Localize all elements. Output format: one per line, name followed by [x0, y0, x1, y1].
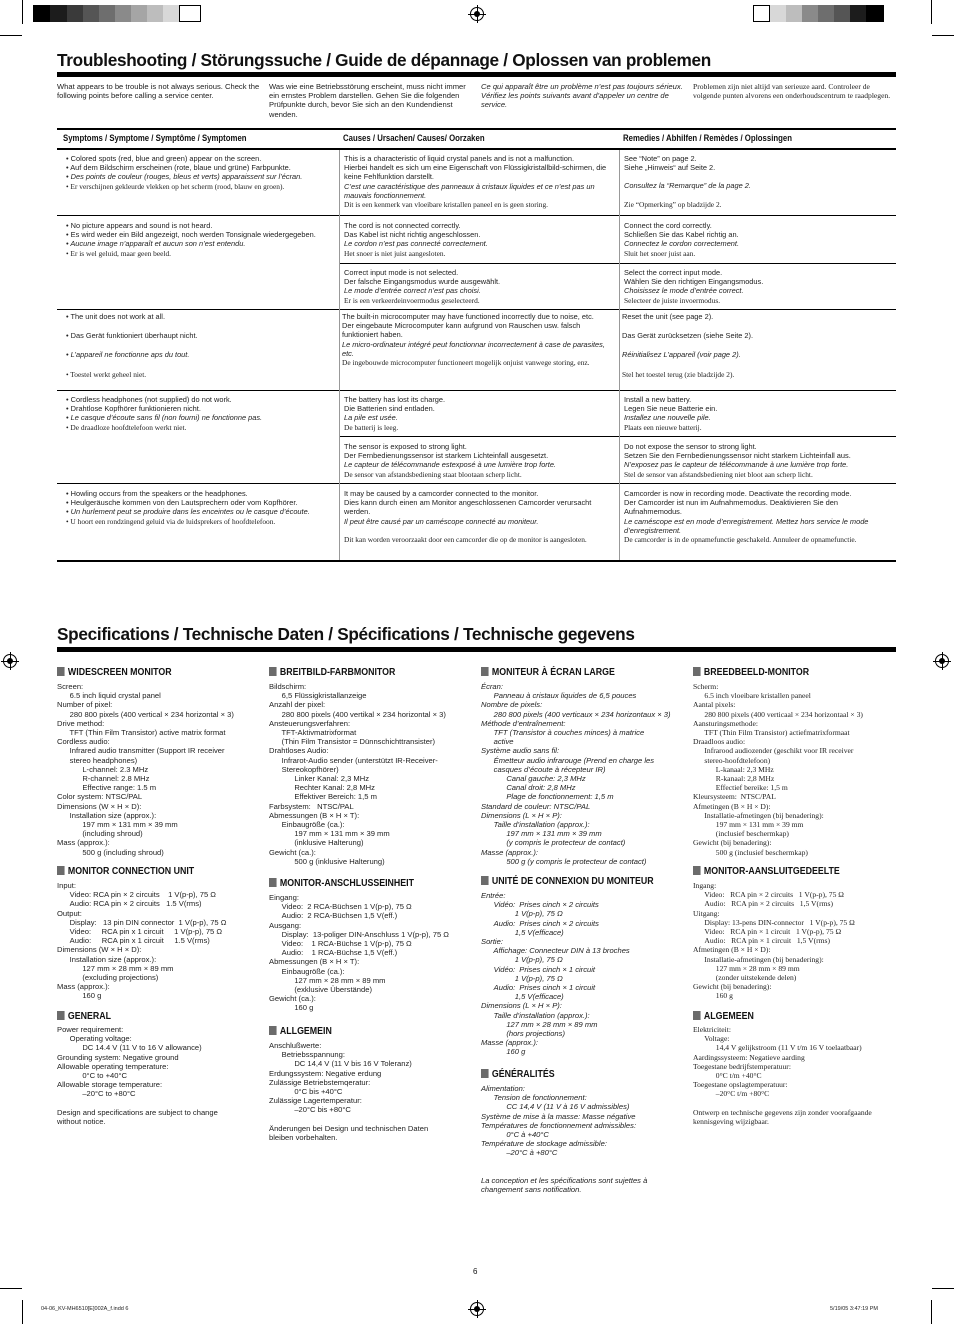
spec-nl-heading-monitor: BREEDBEELD-MONITOR [693, 667, 809, 677]
footer-file: 04-06_KV-MH6510[E]002A_f.indd 6 [41, 1306, 129, 1312]
footer-date: 5/19/05 3:47:19 PM [830, 1306, 879, 1312]
intro-fr: Ce qui apparaît être un problème n’est pas toujours sérieux. Vérifiez les points suivants avant d’appeler un centre de service. [481, 82, 683, 110]
spec-de-heading-monitor: BREITBILD-FARBMONITOR [269, 667, 395, 677]
spec-en-connection: Input: Video: RCA pin × 2 circuits 1 V(p-p), 75 Ω Audio: RCA pin × 2 circuits 1.5 V(rms) Output: Display: 13 pin DIN connector 1 V(p-p), 75 Ω Video: RCA pin x 1 circuit 1 V(p-p), 75 Ω Audio: RCA pin x 1 circuit 1.5 V(rms) Dimensions (W × H × D): Installation size (approx.): 127 mm × 28 mm × 89 mm (excluding projections) Mass (approx.): 160 g [57, 881, 227, 1001]
row4-symptom: • Cordless headphones (not supplied) do not work. • Drahtlose Kopfhörer funktionieren nicht. • Le casque d’écoute sans fil (non fourni) ne fonctionne pas. • De draadloze hoofdtelefoon werkt niet. [66, 395, 263, 432]
row1-symptom: • Colored spots (red, blue and green) appear on the screen. • Auf dem Bildschirm erscheinen (rote, blaue und grüne) Farbpunkte. • Des points de couleur (rouges, bleus et verts) apparaissent sur l’écran. • Er verschijnen gekleurde vlekken op het scherm (rood, blauw en groen). [66, 154, 303, 191]
row3-symptom: • The unit does not work at all. • Das Gerät funktioniert überhaupt nicht. • L’appareil ne fonctionne aps du tout. • Toestel werkt geheel niet. [66, 312, 198, 379]
registration-mark-icon [935, 654, 949, 668]
table-header-rule [57, 148, 896, 150]
intro-nl: Problemen zijn niet altijd van serieuze aard. Controleer de volgende punten alvorens een onderhoudscentrum te raadplegen. [693, 82, 891, 101]
row5-remedy: Camcorder is now in recording mode. Deactivate the recording mode. Der Camcorder ist nun im Aufnahmemodus. Deaktivieren Sie den Aufnahmemodus. Le caméscope est en mode d’enregistrement. Mettez hors service le mode d’enregistrement. De camcorder is in de opnamefunctie geschakeld. Annuleer de opnamefunctie. [624, 489, 869, 545]
spec-nl-heading-general: ALGEMEEN [693, 1011, 754, 1021]
spec-fr-general: Alimentation: Tension de fonctionnement: CC 14,4 V (11 V à 16 V admissibles) Système de mise à la masse: Masse négative Températures de fonctionnement admissibles: 0°C à +40°C Température de stockage admissible: –20°C à +80°C La conception et les spécifications sont sujettes à changement sans notification. [481, 1084, 648, 1195]
row4-cause: The battery has lost its charge. Die Batterien sind entladen. La pile est usée. De batterij is leeg. [344, 395, 446, 432]
specifications-title: Specifications / Technische Daten / Spécifications / Technische gegevens [57, 624, 635, 644]
spec-nl-monitor: Scherm: 6.5 inch vloeibare kristallen paneel Aantal pixels: 280 800 pixels (400 verticaal × 234 horizontaal × 3) Aansturingsmethode: TFT (Thin Film Transistor) actiefmatrixformaat Draadloos audio: Infrarood audiozender (geschikt voor IR receiver stereo-hoofdtelefoon) L-kanaal: 2,3 MHz R-kanaal: 2,8 MHz Effectief bereike: 1,5 m Kleursysteem: NTSC/PAL Afmetingen (B × H × D): Installatie-afmetingen (bij benadering): 197 mm × 131 mm × 39 mm (inclusief beschermkap) Gewicht (bij benadering): 500 g (inclusief beschermkap) [693, 682, 863, 857]
registration-mark-icon [470, 1302, 484, 1316]
spec-en-monitor: Screen: 6.5 inch liquid crystal panel Number of pixel: 280 800 pixels (400 vertical × 234 horizontal × 3) Drive method: TFT (Thin Film Transistor) active matrix format Cordless audio: Infrared audio transmitter (Support IR receiver stereo headphones) L-channel: 2.3 MHz R-channel: 2.8 MHz Effective range: 1.5 m Color system: NTSC/PAL Dimensions (W × H × D): Installation size (approx.): 197 mm × 131 mm × 39 mm (including shroud) Mass (approx.): 500 g (including shroud) [57, 682, 234, 857]
spec-de-connection: Eingang: Video: 2 RCA-Büchsen 1 V(p-p), 75 Ω Audio: 2 RCA-Büchsen 1,5 V(eff.) Ausgang: Display: 13-poliger DIN-Anschluss 1 V(p-p), 75 Ω Video: 1 RCA-Büchse 1 V(p-p), 75 Ω Audio: 1 RCA-Büchse 1,5 V(eff.) Abmessungen (B × H × T): Einbaugröße (ca.): 127 mm × 28 mm × 89 mm (exklusive Überstände) Gewicht (ca.): 160 g [269, 893, 449, 1013]
row2b-cause: Correct input mode is not selected. Der falsche Eingangsmodus wurde ausgewählt. Le mode d’entrée correct n’est pas choisi. Er is een verkeerdeinvoermodus geselecteerd. [344, 268, 501, 305]
spec-de-monitor: Bildschirm: 6,5 Flüssigkristallanzeige Anzahl der pixel: 280 800 pixels (400 vertikal × 234 horizontal × 3) Ansteuerungsverfahren: TFT-Aktivmatrixformat (Thin Film Transistor = Dünnschichttransister) Drahtloses Audio: Infrarot-Audio sender (unterstützt IR-Receiver- Stereokopfhörer) Linker Kanal: 2,3 MHz Rechter Kanal: 2,8 MHz Effektiver Bereich: 1,5 m Farbsystem: NTSC/PAL Abmessungen (B × H × T): Einbaugröße (ca.): 197 mm × 131 mm × 39 mm (inklusive Halterung) Gewicht (ca.): 500 g (inklusive Halterung) [269, 682, 446, 866]
row4-remedy: Install a new battery. Legen Sie neue Batterie ein. Installez une nouvelle pile. Plaats een nieuwe batterij. [624, 395, 718, 432]
table-top-rule [57, 128, 896, 130]
spec-en-general: Power requirement: Operating voltage: DC 14.4 V (11 V to 16 V allowance) Grounding system: Negative ground Allowable operating temperature: 0°C to +40°C Allowable storage temperature: –20°C to +80°C Design and specifications are subject to change without notice. [57, 1025, 218, 1127]
spec-nl-heading-connection: MONITOR-AANSLUITGEDEELTE [693, 866, 840, 876]
page-number: 6 [473, 1267, 478, 1276]
spec-fr-heading-general: GÉNÉRALITÉS [481, 1069, 555, 1079]
troubleshooting-title: Troubleshooting / Störungssuche / Guide de dépannage / Oplossen van problemen [57, 50, 711, 70]
registration-mark-icon [3, 654, 17, 668]
row1-remedy: See “Note” on page 2. Siehe „Hinweis“ auf Seite 2. Consultez la “Remarque” de la page 2. Zie “Opmerking” op bladzijde 2. [624, 154, 751, 209]
spec-title-rule [57, 647, 896, 652]
spec-de-heading-connection: MONITOR-ANSCHLUSSEINHEIT [269, 878, 414, 888]
spec-fr-heading-connection: UNITÉ DE CONNEXION DU MONITEUR [481, 876, 654, 886]
spec-nl-connection: Ingang: Video: RCA pin × 2 circuits 1 V(p-p), 75 Ω Audio: RCA pin × 2 circuits 1,5 V(rms) Uitgang: Display: 13-pens DIN-connector 1 V(p-p), 75 Ω Video: RCA pin × 1 circuit 1 V(p-p), 75 Ω Audio: RCA pin × 1 circuit 1,5 V(rms) Afmetingen (B × H × D): Installatie-afmetingen (bij benadering): 127 mm × 28 mm × 89 mm (zonder uitstekende delen) Gewicht (bij benadering): 160 g [693, 881, 855, 1001]
title-rule [57, 72, 896, 77]
row4b-remedy: Do not expose the sensor to strong light. Setzen Sie den Fernbedienungssensor nicht starkem Lichteinfall aus. N’exposez pas le capteur de télécommande à une lumière trop forte. Stel de sensor van afstandsbediening niet bloot aan scherp licht. [624, 442, 851, 479]
row4b-cause: The sensor is exposed to strong light. Der Fernbedienungssensor ist starkem Lichteinfall ausgesetzt. Le capteur de télécommande estexposé à une lumière trop forte. De sensor van afstandsbediening staat blootaan scherp licht. [344, 442, 556, 479]
intro-de: Was wie eine Betriebsstörung erscheint, muss nicht immer ein ernstes Problem darstellen. Gehen Sie die folgenden Prüfpunkte durch, bevor Sie sich an den Kundendienst wenden. [269, 82, 466, 119]
spec-fr-connection: Entrée: Vidéo: Prises cinch × 2 circuits 1 V(p-p), 75 Ω Audio: Prises cinch × 2 circuits 1,5 V(efficace) Sortie: Affichage: Connecteur DIN à 13 broches 1 V(p-p), 75 Ω Vidéo: Prises cinch × 1 circuit 1 V(p-p), 75 Ω Audio: Prises cinch × 1 circuit 1,5 V(efficace) Dimensions (L × H × P): Taille d’installation (approx.): 127 mm × 28 mm × 89 mm (hors projections) Masse (approx.): 160 g [481, 891, 630, 1057]
spec-fr-heading-monitor: MONITEUR À ÉCRAN LARGE [481, 667, 615, 677]
row2-cause: The cord is not connected correctly. Das Kabel ist nicht richtig angeschlossen. Le cordon n’est pas connecté correctement. Het snoer is niet juist aangesloten. [344, 221, 488, 258]
row3-remedy: Reset the unit (see page 2). Das Gerät zurücksetzen (siehe Seite 2). Réinitialisez L’appareil (voir page 2). Stel het toestel terug (zie bladzijde 2). [622, 312, 754, 379]
spec-de-heading-general: ALLGEMEIN [269, 1026, 332, 1036]
row1-cause: This is a characteristic of liquid crystal panels and is not a malfunction. Hierbei handelt es sich um eine Eigenschaft von Flüssigkristallbild-schirmen, die keine Fehlfunktion darstellt. C’est une caractéristique des panneaux à cristaux liquides et ce n’est pas un mauvais fonctionnement. Dit is een kenmerk van vloeibare kristallen paneel en is geen storing. [344, 154, 607, 210]
spec-en-heading-connection: MONITOR CONNECTION UNIT [57, 866, 194, 876]
registration-mark-icon [470, 7, 484, 21]
header-remedies: Remedies / Abhilfen / Remèdes / Oplossingen [623, 133, 792, 144]
spec-nl-general: Elektriciteit: Voltage: 14,4 V gelijkstroom (11 V t/m 16 V toelaatbaar) Aardingssysteem: Negatieve aarding Toegestane bedrijfstemperatuur: 0°C t/m +40°C Toegestane opslagtemperatuur: –20°C t/m +80°C Ontwerp en technische gegevens zijn zonder voorafgaande kennisgeving wijzigbaar. [693, 1025, 872, 1127]
spec-en-heading-monitor: WIDESCREEN MONITOR [57, 667, 172, 677]
row2-symptom: • No picture appears and sound is not heard. • Es wird weder ein Bild angezeigt, noch werden Tonsignale wiedergegeben. • Aucune image n’apparaît et aucun son n’est entendu. • Er is wel geluid, maar geen beeld. [66, 221, 316, 258]
header-causes: Causes / Ursachen/ Causes/ Oorzaken [343, 133, 485, 144]
header-symptoms: Symptoms / Symptome / Symptôme / Symptomen [63, 133, 247, 144]
row2-remedy: Connect the cord correctly. Schließen Sie das Kabel richtig an. Connectez le cordon correctement. Sluit het snoer juist aan. [624, 221, 740, 258]
row3-cause: The built-in microcomputer may have functioned incorrectly due to noise, etc. Der eingebaute Microcomputer kann aufgrund von Rauschen usw. falsch funktioniert haben. Le micro-ordinateur intégré peut fonctionnar incorrectement à case de parasites, etc. De ingebouwde microcomputer functioneert mogelijk onjuist vanwege storing, enz. [342, 312, 605, 368]
row5-symptom: • Howling occurs from the speakers or the headphones. • Heulgeräusche kommen von den Lautsprechern oder vom Kopfhörer. • Un hurlement peut se produire dans les enceintes ou le casque d’écoute. • U hoort een rondzingend geluid via de luidsprekers of hoofdtelefoon. [66, 489, 310, 526]
spec-fr-monitor: Écran: Panneau à cristaux liquides de 6,5 pouces Nombre de pixels: 280 800 pixels (400 verticaux × 234 horizontaux × 3) Méthode d’entraînement: TFT (Transistor à couches minces) à matrice active Système audio sans fil: Émetteur audio infrarouge (Prend en charge les casques d’écoute à récepteur IR) Canal gauche: 2,3 MHz Canal droit: 2,8 MHz Plage de fonctionnement: 1,5 m Standard de couleur: NTSC/PAL Dimensions (L × H × P): Taille d’installation (approx.): 197 mm × 131 mm × 39 mm (y compris le protecteur de contact) Masse (approx.): 500 g (y compris le protecteur de contact) [481, 682, 671, 866]
spec-en-heading-general: GENERAL [57, 1011, 111, 1021]
row5-cause: It may be caused by a camcorder connected to the monitor. Dies kann durch einen am Monitor angeschlossenen Camcorder verursacht werden. Il peut être causé par un caméscope connecté au moniteur. Dit kan worden veroorzaakt door een camcorder die op de monitor is aangesloten. [344, 489, 592, 544]
intro-en: What appears to be trouble is not always serious. Check the following points before calling a service center. [57, 82, 260, 101]
row2b-remedy: Select the correct input mode. Wählen Sie den richtigen Eingangsmodus. Choisissez le mode d’entrée correct. Selecteer de juiste invoermodus. [624, 268, 764, 305]
spec-de-general: Anschlußwerte: Betriebsspannung: DC 14,4 V (11 V bis 16 V Toleranz) Erdungssystem: Negative erdung Zulässige Betriebstemqeratur: 0°C bis +40°C Zulässige Lagertemperatur: –20°C bis +80°C Änderungen bei Design und technischen Daten bleiben vorbehalten. [269, 1041, 429, 1143]
